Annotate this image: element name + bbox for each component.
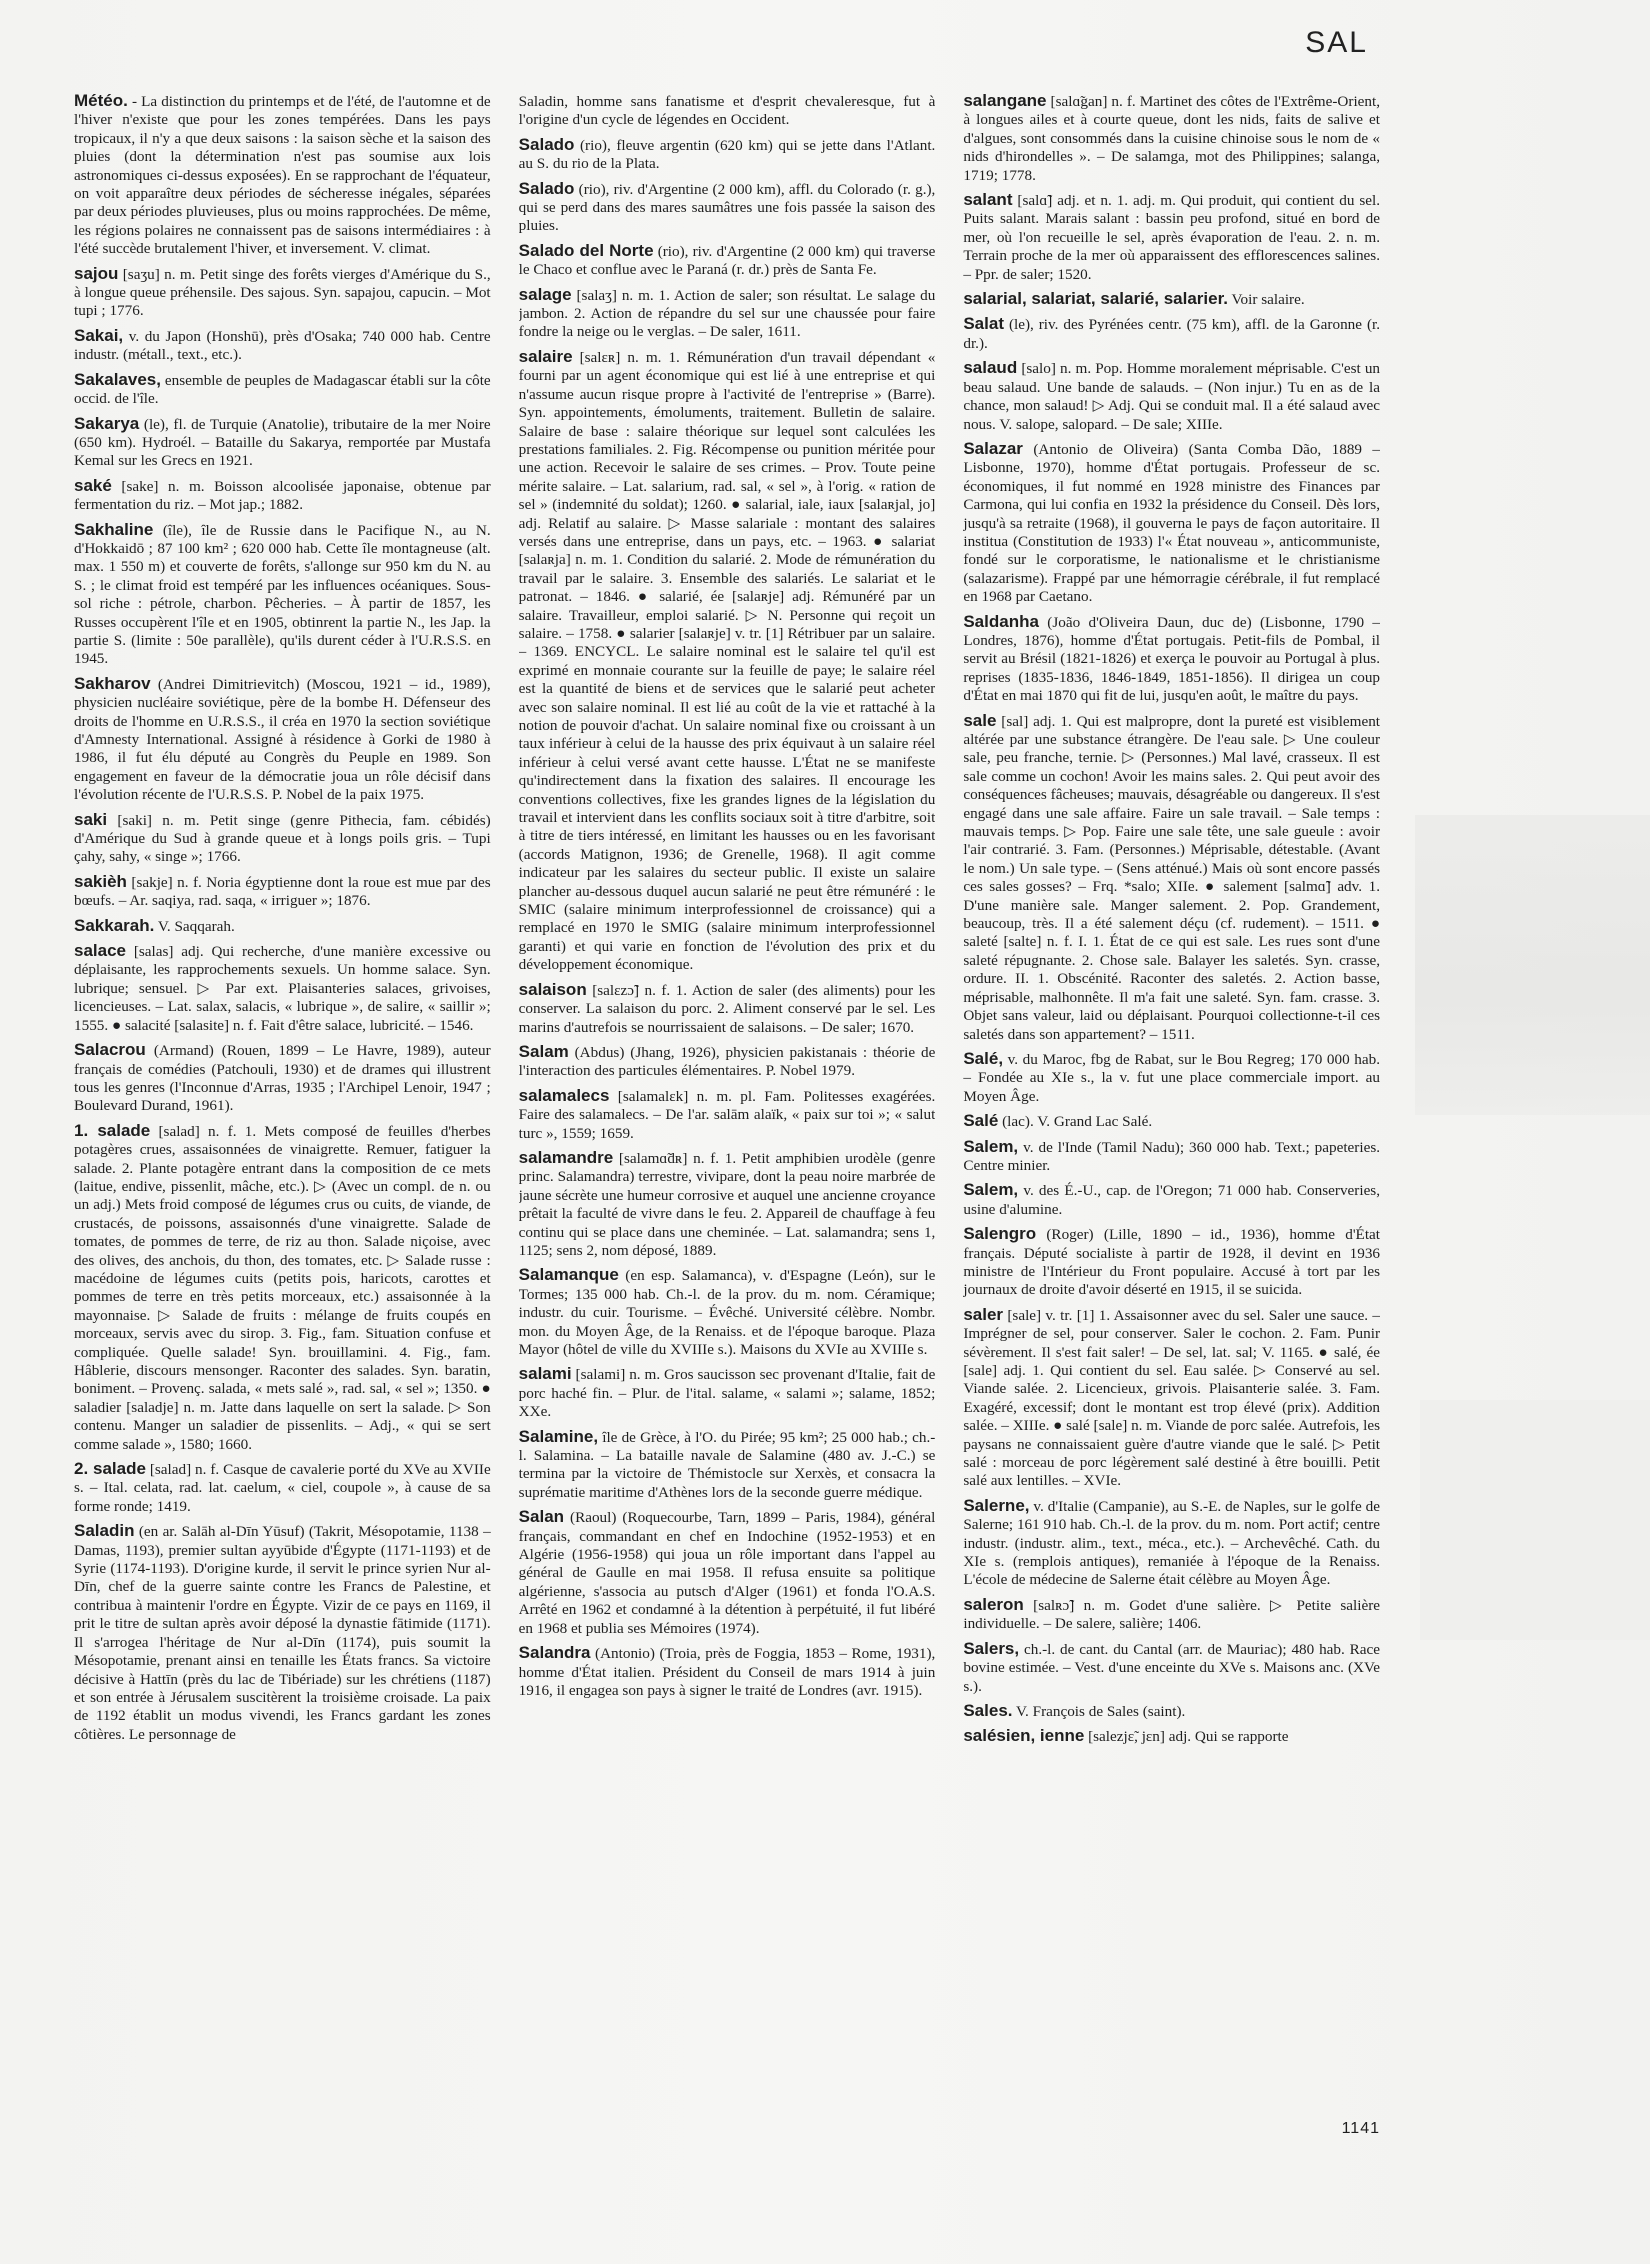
dictionary-entry	[963, 359, 1380, 434]
dictionary-entry	[963, 92, 1380, 185]
entry-definition: [sake] n. m. Boisson alcoolisée japonaise, obtenue par fermentation du riz. – Mot jap.; 1882.	[74, 477, 491, 514]
entry-definition: (île), île de Russie dans le Pacifique N., au N. d'Hokkaidō ; 87 100 km² ; 620 000 hab. Cette île montagneuse (alt. max. 1 550 m) et couverte de forêts, s'allonge sur 950 km du N. au S. ; le climat froid est tempéré par les influences océaniques. Sous-sol riche : pétrole, charbon. Pêcheries. – À partir de 1857, les Russes occupèrent l'île et en 1905, obtinrent la partie N., les Jap. la partie S. (limite : 50e parallèle), qu'ils durent céder à l'U.R.S.S. en 1945.	[74, 521, 491, 668]
entry-definition: [sale] v. tr. [1] 1. Assaisonner avec du sel. Saler une sauce. – Imprégner de sel, pour conserver. Saler le cochon. 2. Fam. Punir sévèrement. Il s'est fait saler! – De sel, lat. sal; V. 1165. ● salé, ée [sale] adj. 1. Qui contient du sel. Eau salée. ▷ Conservé au sel. Viande salée. 2. Licencieux, grivois. Plaisanterie salée. 3. Fam. Exagéré, excessif; dont le montant est trop élevé (prix). Addition salée. – XIIIe. ● salé [sale] n. m. Viande de porc salée. Autrefois, les paysans ne connaissaient guère d'autre viande que le salé. ▷ Petit salé : morceau de porc légèrement salé destiné à être bouilli. Petit salé aux lentilles. – XVIe.	[963, 1306, 1381, 1490]
dictionary-entry	[963, 1050, 1380, 1106]
dictionary-entry	[519, 242, 936, 280]
entry-headword: Salamanque	[518, 1265, 619, 1285]
text-columns	[74, 92, 1380, 2102]
entry-headword: saké	[74, 475, 112, 495]
dictionary-entry	[519, 1365, 936, 1421]
entry-headword: salace	[74, 941, 126, 961]
entry-headword: salaud	[963, 358, 1018, 378]
dictionary-entry	[74, 917, 491, 936]
entry-definition: v. de l'Inde (Tamil Nadu); 360 000 hab. Text.; papeteries. Centre minier.	[963, 1138, 1381, 1174]
column-1	[74, 92, 491, 2102]
entry-headword: Salengro	[963, 1224, 1037, 1244]
dictionary-entry	[519, 981, 936, 1037]
dictionary-entry	[74, 477, 491, 515]
dictionary-entry	[519, 1149, 936, 1260]
entry-headword: sale	[963, 710, 997, 730]
entry-headword: salésien, ienne	[963, 1726, 1085, 1746]
entry-headword: salarial, salariat, salarié, salarier.	[963, 289, 1228, 309]
dictionary-entry	[963, 1640, 1380, 1696]
dictionary-entry	[74, 1460, 491, 1516]
entry-definition: (le), riv. des Pyrénées centr. (75 km), affl. de la Garonne (r. dr.).	[963, 316, 1381, 352]
dictionary-entry	[519, 1266, 936, 1359]
entry-headword: Salé,	[963, 1048, 1004, 1068]
dictionary-entry	[74, 92, 491, 259]
dictionary-entry	[519, 1428, 936, 1503]
entry-definition: [salʀɔ̃] n. m. Godet d'une salière. ▷ Petite salière individuelle. – De salere, salière; 1406.	[963, 1596, 1381, 1633]
entry-headword: Salam	[518, 1041, 569, 1061]
dictionary-entry	[74, 265, 491, 321]
entry-definition: (Roger) (Lille, 1890 – id., 1936), homme d'État français. Député socialiste à partir de 1928, il devint en 1936 ministre de l'Intérieur du Front populaire. Accusé à tort par les journaux de droite d'avoir déserté en 1915, il se suicida.	[963, 1226, 1381, 1299]
entry-definition: [sal] adj. 1. Qui est malpropre, dont la pureté est visiblement altérée par une substance étrangère. De l'eau sale. ▷ Une couleur sale, peu franche, ternie. ▷ (Personnes.) Mal lavé, crasseux. Il est sale comme un cochon! Avoir les mains sales. 2. Qui peut avoir des conséquences fâcheuses; mauvais, désagréable ou dangereux. Il s'est engagé dans une sale affaire. Faire un sale travail. – Sale temps : mauvais temps. ▷ Pop. Faire une sale tête, une sale gueule : avoir l'air contrarié. 3. Fam. (Personnes.) Méprisable, détestable. (Avant le nom.) Un sale type. – (Sens atténué.) Mais où sont encore passés ces sales gosses? – Frq. *salo; XIIe. ● salement [salmɑ̃] adv. 1. D'une manière sale. Manger salement. 2. Pop. Grandement, beaucoup, très. Il a été salement déçu (cf. rudement). – 1511. ● saleté [salte] n. f. I. 1. État de ce qui est sale. Les rues sont d'une saleté répugnante. 2. Chose sale. Balayer les saletés. Syn. crasse, ordure. II. 1. Obscénité. Raconter des saletés. 2. Action basse, méprisable, malhonnête. Il m'a fait une saleté. Syn. fam. crasse. 3. Objet sans valeur, laid ou déplaisant. Pourquoi collectionne-t-il ces saletés dans son appartement? – 1511.	[963, 712, 1381, 1043]
entry-definition: ensemble de peuples de Madagascar établi sur la côte occid. de l'île.	[74, 371, 491, 408]
entry-definition: (Andrei Dimitrievitch) (Moscou, 1921 – id., 1989), physicien nucléaire soviétique, père de la bombe H. Défenseur des droits de l'homme en U.R.S.S., il créa en 1970 la section soviétique d'Amnesty International. Assigné à résidence à Gorki de 1980 à 1986, il fut élu député au Congrès du Peuple en 1989. Son engagement en faveur de la démocratie joua un rôle décisif dans l'évolution récente de l'U.R.S.S. P. Nobel de la paix 1975.	[74, 675, 491, 804]
entry-headword: Météo.	[74, 92, 128, 110]
entry-headword: salant	[963, 190, 1013, 210]
entry-headword: Salerne,	[963, 1495, 1030, 1515]
dictionary-entry	[963, 1138, 1380, 1176]
dictionary-entry	[963, 712, 1380, 1044]
entry-definition: [salamalɛk] n. m. pl. Fam. Politesses exagérées. Faire des salamalecs. – De l'ar. salām alaïk, « paix sur toi »; « salut turc », 1559; 1659.	[518, 1087, 936, 1142]
entry-headword: Salandra	[518, 1643, 591, 1663]
dictionary-entry	[74, 327, 491, 365]
entry-definition: [salaʒ] n. m. 1. Action de saler; son résultat. Le salage du jambon. 2. Action de répandre du sel sur une chaussée pour faire fondre la neige ou le verglas. – De saler, 1611.	[518, 286, 936, 341]
entry-definition: (rio), riv. d'Argentine (2 000 km) qui traverse le Chaco et conflue avec le Paraná (r. dr.) près de Santa Fe.	[518, 242, 936, 279]
entry-definition: ch.-l. de cant. du Cantal (arr. de Mauriac); 480 hab. Race bovine estimée. – Vest. d'une enceinte du XVe s. Maisons anc. (XVe s.).	[963, 1640, 1381, 1695]
entry-headword: Salem,	[963, 1136, 1019, 1156]
dictionary-entry	[74, 942, 491, 1035]
entry-headword: Sakalaves,	[74, 369, 161, 389]
entry-definition: (Abdus) (Jhang, 1926), physicien pakistanais : théorie de l'interaction des particules élémentaires. P. Nobel 1979.	[518, 1043, 936, 1080]
dictionary-entry	[963, 440, 1380, 607]
entry-definition: [salezjɛ̃, jɛn] adj. Qui se rapporte	[1088, 1728, 1289, 1746]
entry-headword: Saladin	[74, 1521, 135, 1541]
entry-definition: (le), fl. de Turquie (Anatolie), tributaire de la mer Noire (650 km). Hydroél. – Bataille du Sakarya, remportée par Mustafa Kemal sur les Grecs en 1921.	[74, 415, 491, 470]
show-through-shadow-lower	[1420, 1400, 1650, 1640]
entry-definition: [salɛzɔ̃] n. f. 1. Action de saler (des aliments) pour les conserver. La salaison du porc. 2. Aliment conservé par le sel. Les marins d'autrefois se nourrissaient de salaisons. – De saler; 1670.	[518, 981, 936, 1036]
entry-definition: [salad] n. f. 1. Mets composé de feuilles d'herbes potagères crues, assaisonnées de vinaigrette. Remuer, fatiguer la salade. 2. Plante potagère entrant dans la composition de ce mets (laitue, endive, pissenlit, mâche, etc.). ▷ (Avec un compl. de n. ou un adj.) Mets froid composé de légumes crus ou cuits, de viande, de crustacés, de poissons, assaisonnés d'une vinaigrette. Salade de tomates, de pommes de terre, de riz au thon. Salade niçoise, avec des olives, des anchois, du thon, des tomates, etc. ▷ Salade russe : macédoine de légumes cuits (petits pois, haricots, carottes et pommes de terre en très petits morceaux, etc.) assaisonnée à la mayonnaise. ▷ Salade de fruits : mélange de fruits coupés en morceaux, servis avec du sirop. 3. Fig., fam. Situation confuse et compliquée. Quelle salade! Syn. brouillamini. 4. Fig., fam. Hâblerie, discours mensonger. Raconter des salades. Syn. baratin, boniment. – Provenç. salada, « mets salé », rad. sal, « sel »; 1350. ● saladier [saladje] n. m. Jatte dans laquelle on sert la salade. ▷ Son contenu. Manger un saladier de pissenlits. – Adj., « qui se sert comme salade », 1580; 1660.	[74, 1122, 491, 1453]
entry-definition: [saki] n. m. Petit singe (genre Pithecia, fam. cébidés) d'Amérique du Sud à grande queue et à longs poils gris. – Tupi çahy, sahy, « singe »; 1766.	[74, 811, 491, 866]
dictionary-entry	[74, 371, 491, 409]
dictionary-entry	[963, 1497, 1380, 1590]
entry-headword: salamalecs	[518, 1085, 610, 1105]
entry-headword: 2. salade	[74, 1459, 146, 1479]
entry-definition: [salo] n. m. Pop. Homme moralement méprisable. C'est un beau salaud. Une bande de salauds. – (Non injur.) Tu en as de la chance, mon salaud! ▷ Adj. Qui se conduit mal. Il a été salaud avec nous. V. salope, salopard. – De sale; XIIIe.	[963, 360, 1381, 433]
entry-definition: (Antonio) (Troia, près de Foggia, 1853 – Rome, 1931), homme d'État italien. Président du Conseil de mars 1914 à juin 1916, il engagea son pays à signer le traité de Londres (avr. 1915).	[518, 1645, 936, 1699]
entry-headword: salamandre	[518, 1147, 614, 1167]
dictionary-entry	[963, 1112, 1380, 1131]
dictionary-entry	[74, 1522, 491, 1744]
entry-headword: salaison	[518, 979, 587, 999]
entry-headword: Salat	[963, 314, 1004, 334]
dictionary-entry	[963, 1181, 1380, 1219]
dictionary-entry	[74, 811, 491, 867]
column-2	[519, 92, 936, 2102]
entry-headword: saki	[74, 809, 108, 829]
entry-definition: (rio), riv. d'Argentine (2 000 km), affl. du Colorado (r. g.), qui se perd dans des mares saumâtres une fois passée la saison des pluies.	[518, 180, 936, 235]
dictionary-entry	[963, 613, 1380, 706]
entry-definition: v. des É.-U., cap. de l'Oregon; 71 000 hab. Conserveries, usine d'alumine.	[963, 1182, 1381, 1218]
entry-headword: Salé	[963, 1111, 999, 1131]
entry-definition: [salad] n. f. Casque de cavalerie porté du XVe au XVIIe s. – Ital. celata, rad. lat. caelum, « ciel, coupole », à cause de sa forme ronde; 1419.	[74, 1461, 491, 1515]
show-through-shadow	[1415, 815, 1650, 1115]
dictionary-entry	[963, 191, 1380, 284]
dictionary-entry	[74, 675, 491, 805]
entry-headword: Saldanha	[963, 611, 1039, 631]
dictionary-entry	[519, 286, 936, 342]
dictionary-entry	[74, 873, 491, 911]
entry-definition: v. du Japon (Honshū), près d'Osaka; 740 000 hab. Centre industr. (métall., text., etc.).	[74, 327, 491, 364]
running-head: SAL	[1305, 26, 1368, 59]
entry-definition: [salɑ̃gan] n. f. Martinet des côtes de l'Extrême-Orient, à longues ailes et à courte queue, dont les nids, faits de salive et d'algues, sont consommés dans la cuisine chinoise sous le nom de « nids d'hirondelles ». – De salamga, mot des Philippines; salanga, 1719; 1778.	[963, 93, 1381, 184]
entry-headword: Sales.	[963, 1700, 1013, 1720]
entry-definition: [saʒu] n. m. Petit singe des forêts vierges d'Amérique du S., à longue queue préhensile. Des sajous. Syn. sapajou, capucin. – Mot tupi ; 1776.	[74, 265, 491, 320]
dictionary-entry	[963, 315, 1380, 353]
entry-headword: sajou	[74, 263, 119, 283]
entry-headword: Sakarya	[74, 413, 140, 433]
entry-headword: saleron	[963, 1594, 1024, 1614]
entry-headword: Sakharov	[74, 673, 151, 693]
entry-definition: - La distinction du printemps et de l'été, de l'automne et de l'hiver n'existe que pour les zones tempérées. Dans les pays tropicaux, il n'y a que deux saisons : la saison sèche et la saison des pluies (dont la détermination n'est pas soumise aux lois astronomiques ci-dessus exposées). En se rapprochant de l'équateur, on voit apparaître deux périodes de sécheresse inégales, séparées par deux périodes pluvieuses, plus ou moins rapprochées. De même, les régions polaires ne connaissent pas de saisons intermédiaires : à l'été succède brutalement l'hiver, et inversement. V. climat.	[74, 93, 491, 258]
entry-headword: salage	[518, 284, 572, 304]
dictionary-entry	[519, 136, 936, 174]
dictionary-entry	[519, 1043, 936, 1081]
dictionary-entry	[519, 1508, 936, 1638]
entry-headword: Salan	[518, 1507, 565, 1527]
dictionary-entry	[963, 1727, 1380, 1746]
entry-headword: Salers,	[963, 1638, 1020, 1658]
dictionary-entry	[74, 415, 491, 471]
entry-definition: (Raoul) (Roquecourbe, Tarn, 1899 – Paris, 1984), général français, commandant en chef en Indochine (1952-1953) et en Algérie (1956-1958) qui joua un rôle important dans l'appel au général de Gaulle en mai 1958. Il refusa ensuite sa politique algérienne, s'associa au putsch d'Alger (1961) et fonda l'O.A.S. Arrêté en 1962 et condamné à la détention à perpétuité, il fut libéré en 1968 et publia ses Mémoires (1974).	[518, 1509, 936, 1637]
dictionary-entry	[74, 1122, 491, 1454]
entry-definition: Saladin, homme sans fanatisme et d'esprit chevaleresque, fut à l'origine d'un cycle de légendes en Occident.	[518, 93, 936, 129]
entry-headword: Salado	[518, 134, 575, 154]
page-number: 1141	[1341, 2120, 1380, 2137]
dictionary-entry	[963, 290, 1380, 309]
dictionary-entry	[74, 1041, 491, 1116]
entry-headword: sakièh	[74, 871, 127, 891]
entry-definition: (lac). V. Grand Lac Salé.	[1002, 1113, 1153, 1131]
entry-definition: [salami] n. m. Gros saucisson sec provenant d'Italie, fait de porc haché fin. – Plur. de l'ital. salame, « salami »; salame, 1852; XXe.	[518, 1366, 936, 1421]
entry-definition: [salɛʀ] n. m. 1. Rémunération d'un travail dépendant « fourni par un agent économique qui est lié à une entreprise et qui n'assume aucun risque propre à l'activité de l'entreprise » (Barre). Syn. appointements, émoluments, traitement. Bulletin de salaire. Salaire de base : salaire théorique sur lequel sont calculées les prestations familiales. 2. Fig. Récompense ou punition méritée pour une action. Recevoir le salaire de ses crimes. – Prov. Toute peine mérite salaire. – Lat. salarium, rad. sal, « sel », à l'orig. « ration de sel » (indemnité du soldat); 1260. ● salarial, iale, iaux [salaʀjal, jo] adj. Relatif au salaire. ▷ Masse salariale : montant des salaires versés dans une entreprise, dans un pays, etc. – 1963. ● salariat [salaʀja] n. m. 1. Condition du salarié. 2. Mode de rémunération du travail par le salaire. 3. Ensemble des salariés. Le salariat et le patronat. – 1846. ● salarié, ée [salaʀje] adj. Rémunéré par un salaire. Travailleur, emploi salarié. ▷ N. Personne qui reçoit un salaire. – 1758. ● salarier [salaʀje] v. tr. [1] Rétribuer par un salaire. – 1369. ENCYCL. Le salaire nominal est le salaire tel qu'il est exprimé en monnaie courante sur la feuille de paye; le salaire réel est la quantité de biens et de services que le salarié peut acheter avec son salaire nominal. Il est lié au coût de la vie et rattaché à la notion de pouvoir d'achat. Un salaire nominal fixe ou croissant à un taux inférieur à celui de la hausse des prix équivaut à un salaire réel inférieur à celui versé avant cette hausse. L'État ne se manifeste qu'indirectement dans la fixation des salaires. Il encourage les conventions collectives, fixe les grandes lignes de la législation du travail et intervient dans les conflits sociaux soit à titre d'arbitre, soit à titre de tiers intéressé, en limitant les hausses ou en les favorisant (accords Matignon, 1936; de Grenelle, 1968). Il agit comme indicateur par les salaires du secteur public. Il existe un salaire plancher au-dessous duquel aucun salarié ne peut être rémunéré : le SMIC (salaire minimum interprofessionnel de croissance) qui a remplacé en 1970 le SMIG (salaire minimum interprofessionnel garanti) et qui varie en fonction de l'évolution des prix et du développement économique.	[518, 348, 936, 974]
dictionary-entry	[519, 1644, 936, 1700]
entry-headword: Salado	[518, 178, 575, 198]
entry-definition: île de Grèce, à l'O. du Pirée; 95 km²; 25 000 hab.; ch.-l. Salamina. – La bataille navale de Salamine (480 av. J.-C.) se termina par la victoire de Thémistocle sur Xerxès, et consacra la suprématie maritime d'Athènes lors de la seconde guerre médique.	[518, 1428, 936, 1501]
entry-headword: Salazar	[963, 438, 1023, 458]
dictionary-entry	[963, 1225, 1380, 1300]
dictionary-entry	[963, 1596, 1380, 1634]
entry-definition: [salas] adj. Qui recherche, d'une manière excessive ou déplaisante, les rapprochements sexuels. Un homme salace. Syn. lubrique; sensuel. ▷ Par ext. Plaisanteries salaces, grivoises, licencieuses. – Lat. salax, salacis, « lubrique », de salire, « saillir »; 1555. ● salacité [salasite] n. f. Fait d'être salace, lubricité. – 1546.	[74, 943, 491, 1034]
entry-headword: Salem,	[963, 1180, 1019, 1200]
entry-headword: Sakkarah.	[74, 915, 155, 935]
entry-headword: 1. salade	[74, 1120, 151, 1140]
entry-definition: (Antonio de Oliveira) (Santa Comba Dão, 1889 – Lisbonne, 1970), homme d'État portugais. Professeur de sc. économiques, il fut nommé en 1928 ministre des Finances par Carmona, qui lui confia en 1932 la présidence du Conseil. Dès lors, jusqu'à sa retraite (1968), il gouverna le pays de façon autoritaire. Il institua (Constitution de 1933) l'« État nouveau », anticommuniste, fondé sur le corporatisme, le nationalisme et le christianisme (salazarisme). Frappé par une hémorragie cérébrale, il fut remplacé en 1968 par Caetano.	[963, 440, 1381, 606]
dictionary-entry	[519, 180, 936, 236]
entry-headword: saler	[963, 1304, 1004, 1324]
entry-definition: Voir salaire.	[1231, 291, 1305, 309]
entry-definition: [salɑ̃] adj. et n. 1. adj. m. Qui produit, qui contient du sel. Puits salant. Marais salant : bassin peu profond, situé en bord de mer, où l'on recueille le sel, après évaporation de l'eau. 2. n. m. Terrain proche de la mer où apparaissent des efflorescences salines. – Ppr. de saler; 1520.	[963, 192, 1381, 283]
entry-headword: Sakai,	[74, 325, 124, 345]
entry-definition: (Armand) (Rouen, 1899 – Le Havre, 1989), auteur français de comédies (Patchouli, 1930) et de drames qui illustrent tous les genres (l'Inconnue d'Arras, 1935 ; l'Archipel Lenoir, 1947 ; Boulevard Durand, 1961).	[74, 1042, 491, 1115]
dictionary-entry	[519, 1087, 936, 1143]
entry-headword: Salacrou	[74, 1040, 146, 1060]
entry-definition: v. du Maroc, fbg de Rabat, sur le Bou Regreg; 170 000 hab. – Fondée au XIe s., la v. fut une place commerciale import. au Moyen Âge.	[963, 1050, 1381, 1105]
dictionary-entry	[74, 521, 491, 669]
column-3	[963, 92, 1380, 2102]
dictionary-entry	[963, 1306, 1380, 1491]
entry-headword: Sakhaline	[74, 519, 154, 539]
entry-definition: [sakje] n. f. Noria égyptienne dont la roue est mue par des bœufs. – Ar. saqiya, rad. saqa, « irriguer »; 1876.	[74, 873, 491, 910]
entry-definition: V. Saqqarah.	[157, 917, 235, 935]
entry-headword: Salado del Norte	[518, 240, 654, 260]
dictionary-entry	[519, 348, 936, 975]
dictionary-entry	[963, 1702, 1380, 1721]
entry-definition: V. François de Sales (saint).	[1016, 1702, 1186, 1720]
entry-headword: salangane	[963, 92, 1047, 110]
entry-definition: (rio), fleuve argentin (620 km) qui se jette dans l'Atlant. au S. du rio de la Plata.	[518, 136, 936, 173]
entry-definition: (en esp. Salamanca), v. d'Espagne (León), sur le Tormes; 135 000 hab. Ch.-l. de la prov. du m. nom. Céramique; industr. du cuir. Tourisme. – Évêché. Université célèbre. Nombr. mon. du Moyen Âge, de la Renaiss. et de l'époque baroque. Plaza Mayor (hôtel de ville du XVIIIe s.). Maisons du XVIe au XVIIIe s.	[518, 1267, 936, 1358]
entry-headword: salaire	[518, 346, 573, 366]
dictionary-entry	[519, 92, 936, 130]
entry-headword: salami	[518, 1364, 572, 1384]
entry-definition: (João d'Oliveira Daun, duc de) (Lisbonne, 1790 – Londres, 1876), homme d'État portugais. Petit-fils de Pombal, il servit au Brésil (1821-1826) et exerça le pouvoir au Portugal à plus. reprises (1835-1836, 1846-1849, 1851-1856). Il dirigea un coup d'État en mai 1870 qui fit de lui, jusqu'en août, le maître du pays.	[963, 613, 1381, 705]
entry-definition: [salamɑ̃dʀ] n. f. 1. Petit amphibien urodèle (genre princ. Salamandra) terrestre, vivipare, dont la peau noire marbrée de jaune sécrète une humeur corrosive et auquel une ancienne croyance prêtait la faculté de vivre dans le feu. 2. Appareil de chauffage à feu continu qui se place dans une cheminée. – Lat. salamandra; sens 1, 1125; sens 2, nom déposé, 1889.	[518, 1149, 936, 1259]
entry-definition: (en ar. Salāh al-Dīn Yūsuf) (Takrit, Mésopotamie, 1138 – Damas, 1193), premier sultan ayyūbide d'Égypte (1171-1193) et de Syrie (1174-1193). D'origine kurde, il servit le prince syrien Nur al-Dīn, chef de la guerre sainte contre les Francs de Palestine, et contribua à maintenir l'ordre en Égypte. Vizir de ce pays en 1169, il prit le titre de sultan après avoir déposé la dynastie fātimide (1171). Il s'arrogea l'héritage de Nur al-Dīn (1174), puis soumit la Mésopotamie, prenant ainsi en tenaille les États francs. Sa victoire décisive à Hattīn (près du lac de Tibériade) sur les chrétiens (1187) et son entrée à Jérusalem suscitèrent la troisième croisade. La paix de 1192 établit un modus vivendi, les Francs gardant les zones côtières. Le personnage de	[74, 1523, 491, 1743]
entry-headword: Salamine,	[518, 1426, 599, 1446]
entry-definition: v. d'Italie (Campanie), au S.-E. de Naples, sur le golfe de Salerne; 161 910 hab. Ch.-l. de la prov. du m. nom. Port actif; centre industr. (industr. alim., text., méca., etc.). – Archevêché. Cath. du XIe s. (remplois antiques), remaniée à l'époque de la Renaiss. L'école de médecine de Salerne était célèbre au Moyen Âge.	[963, 1497, 1381, 1589]
